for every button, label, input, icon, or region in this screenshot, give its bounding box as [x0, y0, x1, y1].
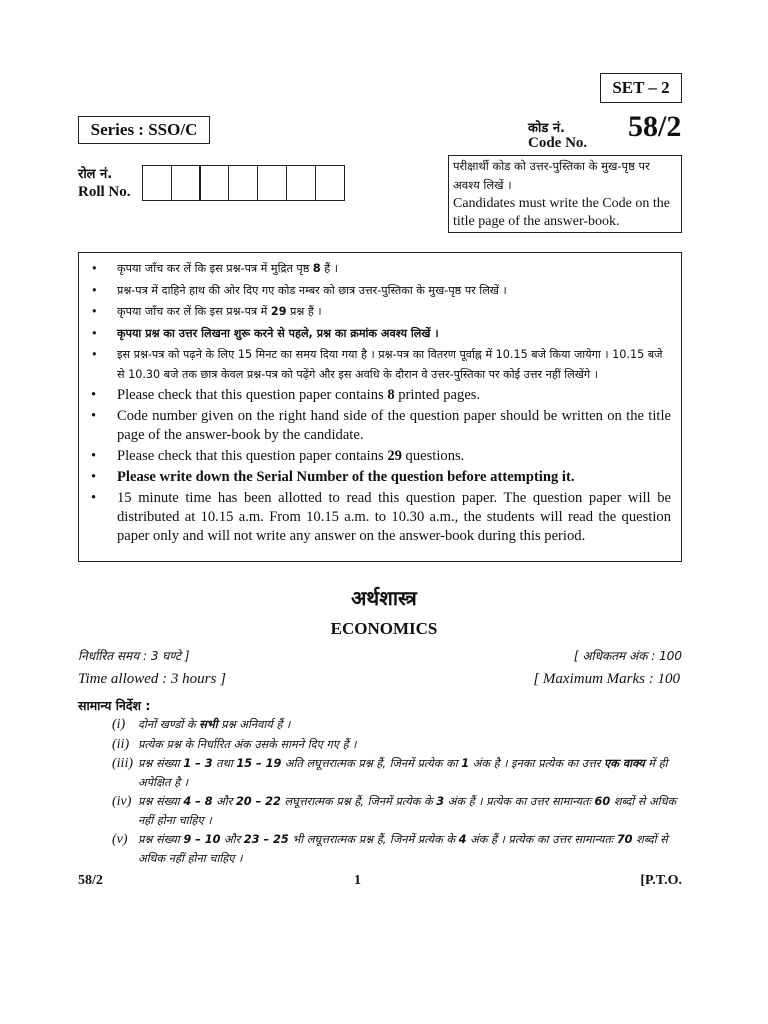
instruction-text: Please check that this question paper contains [117, 448, 388, 464]
general-instruction-text: शब्दों से अधिक नहीं होना चाहिए । [138, 795, 677, 827]
bullet-icon: • [91, 283, 98, 297]
general-instruction-text: शब्दों से अधिक नहीं होना चाहिए । [138, 833, 668, 865]
general-instruction-text: 15 – 19 [236, 757, 282, 770]
instruction-item [87, 489, 671, 546]
bullet-icon: • [91, 262, 98, 275]
subject-title-hindi: अर्थशास्त्र [351, 586, 417, 610]
instruction-text: questions. [401, 448, 465, 464]
bullet-icon: • [91, 448, 97, 464]
instruction-item [87, 259, 671, 279]
instruction-text: 29 [387, 448, 402, 464]
instructions-list [87, 259, 671, 546]
instruction-item [87, 281, 671, 301]
general-instruction-text: और [220, 833, 244, 846]
general-instruction-text: अंक हैं । प्रत्येक का उत्तर सामान्यतः [466, 833, 617, 846]
general-instruction-text: और [212, 795, 236, 808]
general-instruction-text: लघूत्तरात्मक प्रश्न हैं, जिनमें प्रत्येक के [280, 795, 437, 808]
candidate-note-hindi: परीक्षार्थी कोड को उत्तर-पुस्तिका के मुख-पृष्ठ पर अवश्य लिखें । [453, 159, 650, 192]
instruction-text: हैं । [320, 262, 338, 275]
general-instruction-text: सभी [199, 718, 218, 731]
instruction-text: 8 [387, 387, 395, 403]
general-instruction-text: 4 [458, 833, 467, 846]
instruction-text: प्रश्न हैं । [286, 305, 322, 318]
general-instruction-number: (ii) [112, 736, 130, 752]
bullet-icon: • [91, 490, 97, 506]
general-instruction-item [112, 736, 682, 755]
bullet-icon: • [91, 408, 97, 424]
general-instruction-number: (iv) [112, 794, 132, 809]
general-instruction-text: 1 – 3 [183, 757, 213, 770]
time-allowed: Time allowed : 3 hours ] [78, 671, 226, 687]
bullet-icon: • [91, 387, 97, 403]
general-instruction-text: 23 – 25 [243, 833, 289, 846]
general-instruction-text: प्रश्न संख्या [138, 833, 184, 846]
general-instruction-item [112, 755, 682, 792]
general-instructions-heading: सामान्य निर्देश : [78, 698, 151, 713]
general-instruction-text: प्रत्येक प्रश्न के निर्धारित अंक उसके सामने दिए गए हैं । [138, 737, 357, 751]
instruction-text: Code number given on the right hand side of the question paper should be written on the title page of the answer-book by the candidate. [117, 408, 671, 443]
general-instruction-text: 20 – 22 [235, 795, 281, 808]
code-number: 58/2 [628, 110, 682, 143]
general-instruction-number: (i) [112, 717, 126, 732]
general-instruction-text: अंक हैं । प्रत्येक का उत्तर सामान्यतः [444, 795, 595, 808]
general-instruction-text: में ही अपेक्षित है । [138, 757, 668, 789]
general-instruction-text: एक वाक्य [604, 757, 645, 770]
roll-digit-box[interactable] [257, 165, 287, 201]
series-label: Series : SSO/C [78, 116, 210, 144]
set-label: SET – 2 [600, 73, 682, 103]
code-label: Code No. [528, 135, 588, 151]
bullet-icon: • [91, 305, 98, 318]
roll-digit-box[interactable] [199, 165, 229, 201]
instruction-item [87, 324, 671, 344]
general-instruction-text: प्रश्न संख्या [138, 757, 184, 770]
pto-label: [P.T.O. [640, 873, 682, 888]
general-instruction-text: 60 [594, 795, 611, 808]
instruction-item [87, 407, 671, 445]
general-instruction-text: 70 [616, 833, 633, 846]
roll-number-boxes[interactable] [143, 165, 345, 201]
instruction-text: Please check that this question paper contains [117, 387, 388, 403]
instruction-item [87, 468, 671, 487]
general-instruction-text: अंक है । इनका प्रत्येक का उत्तर [469, 757, 604, 770]
instruction-item [87, 447, 671, 466]
general-instruction-number: (iii) [112, 756, 133, 771]
instruction-text: कृपया जाँच कर लें कि इस प्रश्न-पत्र में [117, 305, 271, 318]
candidate-note-box [448, 155, 682, 233]
bullet-icon: • [91, 469, 97, 485]
general-instruction-item [112, 793, 682, 830]
general-instruction-text: तथा [212, 757, 237, 770]
roll-digit-box[interactable] [315, 165, 345, 201]
roll-digit-box[interactable] [228, 165, 258, 201]
general-instructions-list [112, 716, 682, 869]
instruction-text: प्रश्न-पत्र में दाहिने हाथ की ओर दिए गए कोड नम्बर को छात्र उत्तर-पुस्तिका के मुख-पृष्ठ पर लिखें । [117, 283, 507, 297]
general-instruction-text: भी लघूत्तरात्मक प्रश्न हैं, जिनमें प्रत्येक के [288, 833, 459, 846]
instruction-item [87, 302, 671, 322]
bullet-icon: • [91, 348, 98, 361]
general-instruction-item [112, 716, 682, 735]
general-instruction-text: प्रश्न अनिवार्य हैं । [217, 718, 291, 731]
instruction-text: कृपया जाँच कर लें कि इस प्रश्न-पत्र में मुद्रित पृष्ठ [117, 262, 313, 275]
general-instruction-text: दोनों खण्डों के [138, 718, 200, 731]
candidate-note: Candidates must write the Code on the title page of the answer-book. [453, 196, 670, 229]
subject-title: ECONOMICS [330, 619, 438, 638]
instruction-text: printed pages. [394, 387, 481, 403]
roll-label: Roll No. [78, 184, 131, 200]
instruction-item [87, 345, 671, 384]
roll-digit-box[interactable] [171, 165, 201, 201]
page-number: 1 [354, 873, 361, 888]
instruction-item [87, 386, 671, 405]
bullet-icon: • [91, 326, 98, 340]
instruction-text: Please write down the Serial Number of the question before attempting it. [117, 469, 575, 485]
instruction-text: 15 minute time has been allotted to read this question paper. The question paper will be distributed at 10.15 a.m. From 10.15 a.m. to 10.30 a.m., the students will read the question paper only and will not write any answer on the answer-book during this period. [117, 490, 671, 544]
maximum-marks: [ Maximum Marks : 100 [533, 671, 680, 687]
instruction-text: 29 [270, 305, 287, 318]
general-instruction-text: अति लघूत्तरात्मक प्रश्न हैं, जिनमें प्रत्येक का [281, 757, 462, 770]
general-instruction-text: 9 – 10 [183, 833, 221, 846]
general-instruction-text: 4 – 8 [183, 795, 213, 808]
roll-digit-box[interactable] [142, 165, 172, 201]
time-allowed-hindi: निर्धारित समय : 3 घण्टे ] [78, 649, 190, 663]
instruction-text: 8 [312, 262, 321, 275]
code-label-hindi: कोड नं. [528, 121, 565, 136]
general-instruction-text: 1 [461, 757, 470, 770]
general-instruction-item [112, 831, 682, 868]
instruction-text: इस प्रश्न-पत्र को पढ़ने के लिए 15 मिनट का समय दिया गया है । प्रश्न-पत्र का वितरण पूर्वाह्न में 10.15 बजे किया जायेगा । 10.15 बजे से 10.30 बजे तक छात्र केवल प्रश्न-पत्र को पढ़ेंगे और इस अवधि के दौरान वे उत्तर-पुस्तिका पर कोई उत्तर नहीं लिखेंगे । [117, 348, 663, 381]
roll-label-hindi: रोल नं. [78, 167, 113, 182]
footer-code: 58/2 [78, 873, 103, 888]
roll-digit-box[interactable] [286, 165, 316, 201]
instructions-box [78, 252, 682, 562]
maximum-marks-hindi: [ अधिकतम अंक : 100 [573, 649, 682, 663]
general-instruction-text: प्रश्न संख्या [138, 795, 184, 808]
general-instruction-number: (v) [112, 832, 128, 847]
general-instruction-text: 3 [436, 795, 445, 808]
instruction-text: कृपया प्रश्न का उत्तर लिखना शुरू करने से पहले, प्रश्न का क्रमांक अवश्य लिखें । [117, 326, 439, 340]
